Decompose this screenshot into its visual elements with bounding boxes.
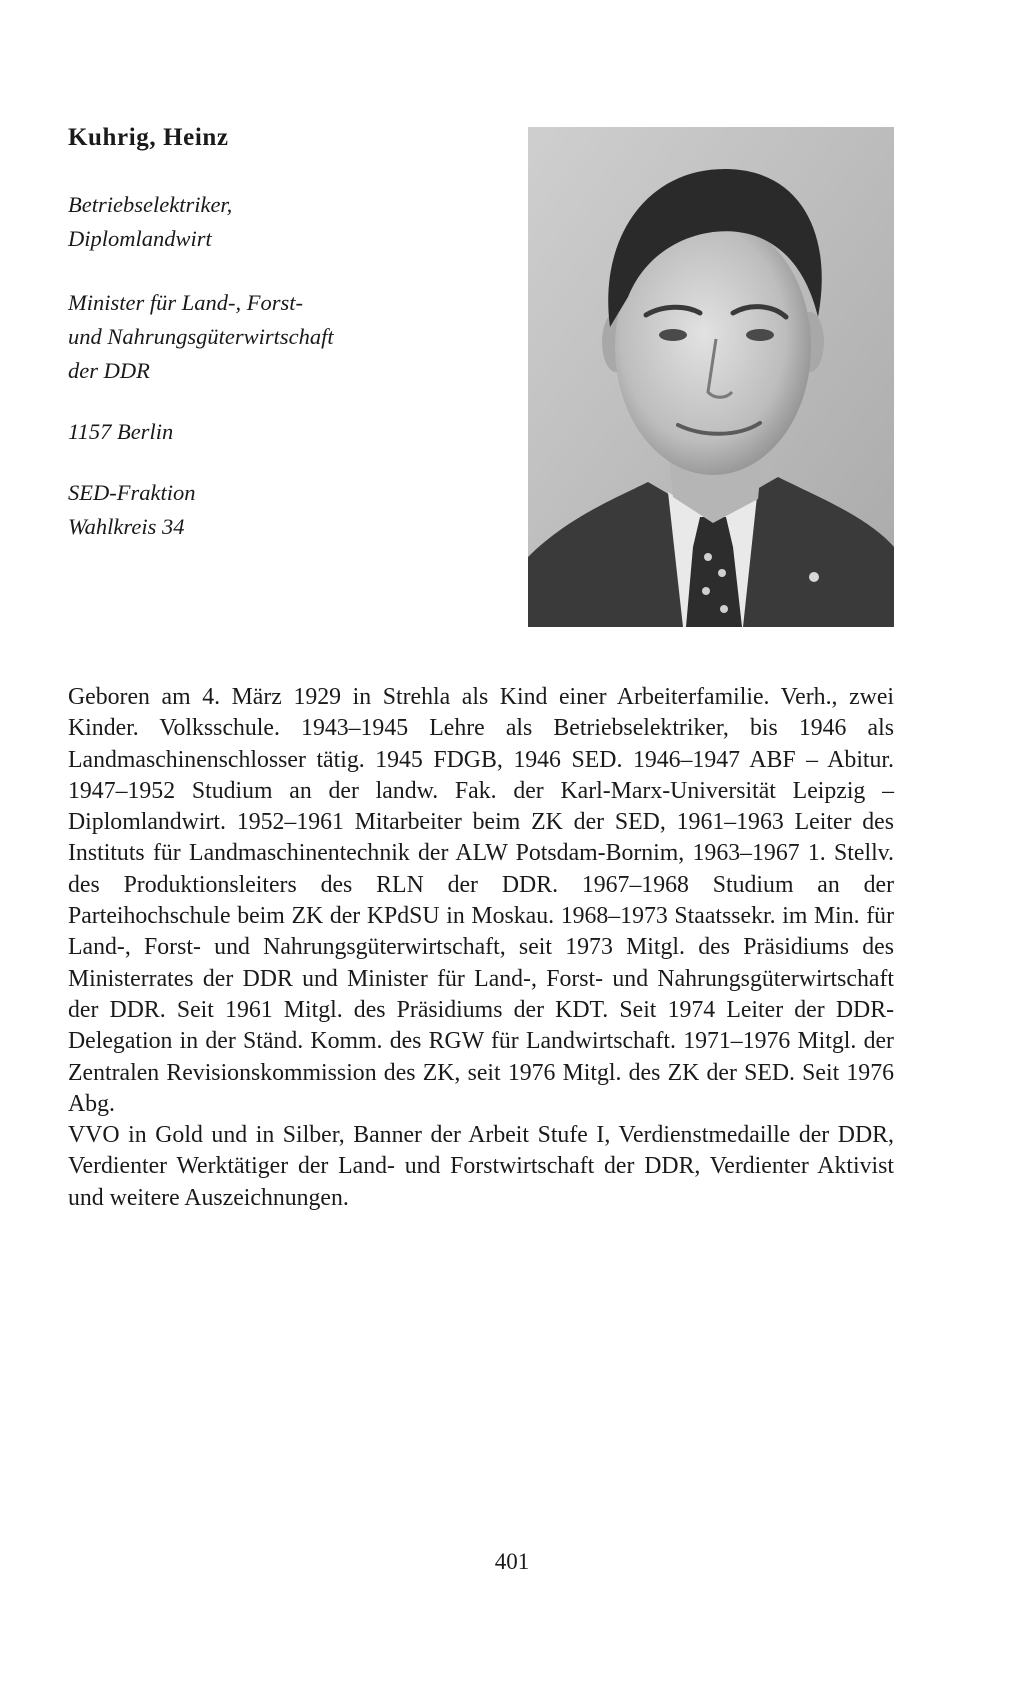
party-info bbox=[68, 476, 195, 544]
awards-paragraph: VVO in Gold und in Silber, Banner der Arbeit Stufe I, Verdienstmedaille der DDR, Verdienter Werktätiger der Land- und Forstwirtschaft der DDR, Verdienter Aktivist und weitere Auszeichnungen. bbox=[68, 1122, 894, 1211]
page-number: 401 bbox=[494, 1549, 530, 1574]
occupation bbox=[68, 188, 232, 256]
address bbox=[68, 415, 173, 449]
position bbox=[68, 286, 334, 388]
position-line: Minister für Land-, Forst- bbox=[68, 290, 304, 315]
occupation-line: Diplomlandwirt bbox=[68, 226, 212, 251]
constituency-line: Wahlkreis 34 bbox=[68, 514, 185, 539]
biography bbox=[68, 682, 894, 1214]
portrait-photo bbox=[528, 127, 894, 627]
address-line: 1157 Berlin bbox=[68, 419, 174, 444]
faction-line: SED-Fraktion bbox=[68, 480, 196, 505]
position-line: und Nahrungsgüterwirtschaft bbox=[68, 324, 334, 349]
entry-name: Kuhrig, Heinz bbox=[68, 124, 229, 151]
position-line: der DDR bbox=[68, 358, 150, 383]
biography-paragraph: Geboren am 4. März 1929 in Strehla als Kind einer Arbeiterfamilie. Verh., zwei Kinder. Volksschule. 1943–1945 Lehre als Betriebselektriker, bis 1946 als Landmaschinenschlosser tätig. 1945 FDGB, 1946 SED. 1946–1947 ABF – Abitur. 1947–1952 Studium an der landw. Fak. der Karl-Marx-Universität Leipzig – Diplomlandwirt. 1952–1961 Mitarbeiter beim ZK der SED, 1961–1963 Leiter des Instituts für Landmaschinentechnik der ALW Potsdam-Bornim, 1963–1967 1. Stellv. des Produktionsleiters des RLN der DDR. 1967–1968 Studium an der Parteihochschule beim ZK der KPdSU in Moskau. 1968–1973 Staatssekr. im Min. für Land-, Forst- und Nahrungsgüterwirtschaft, seit 1973 Mitgl. des Präsidiums des Ministerrates der DDR und Minister für Land-, Forst- und Nahrungsgüterwirtschaft der DDR. Seit 1961 Mitgl. des Präsidiums der KDT. Seit 1974 Leiter der DDR-Delegation in der Ständ. Komm. des RGW für Landwirtschaft. 1971–1976 Mitgl. der Zentralen Revisionskommission des ZK, seit 1976 Mitgl. des ZK der SED. Seit 1976 Abg. bbox=[68, 684, 894, 1117]
occupation-line: Betriebselektriker, bbox=[68, 192, 233, 217]
